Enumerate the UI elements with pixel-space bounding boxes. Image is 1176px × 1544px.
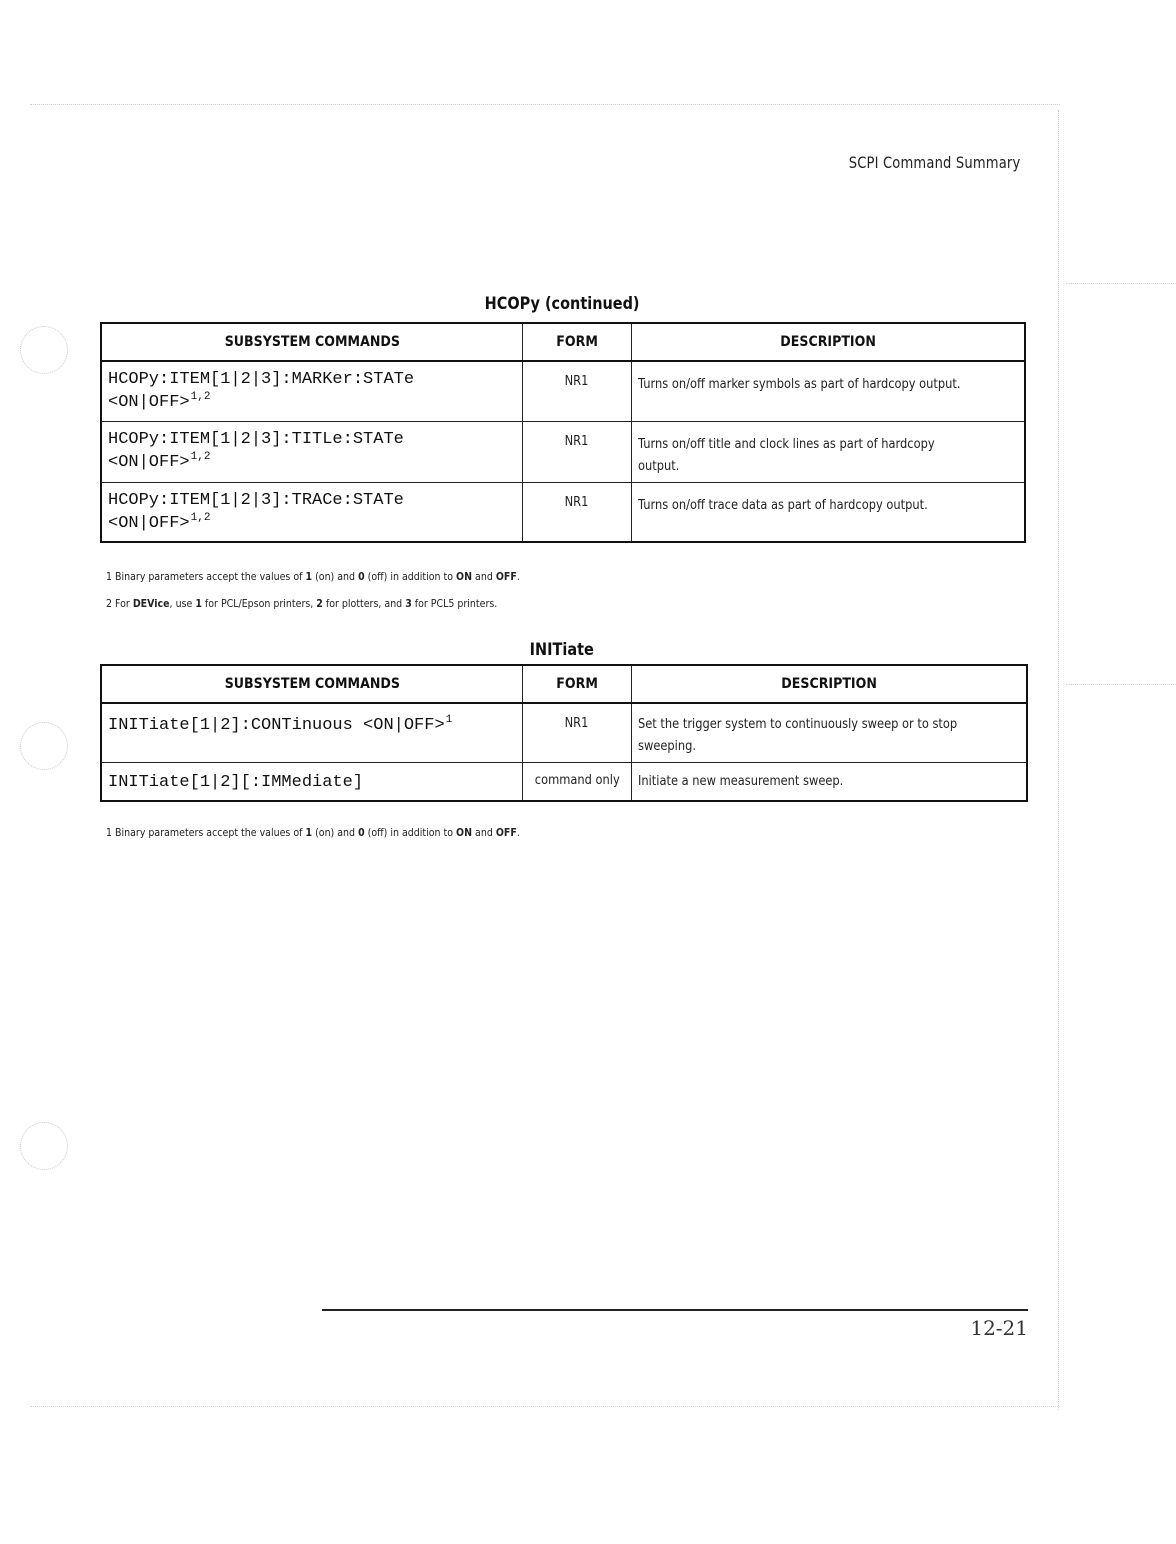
form-cell: NR1 — [523, 421, 632, 482]
command-params: <ON|OFF> — [108, 393, 190, 412]
footnote-ref: 1,2 — [190, 450, 211, 463]
command-params: <ON|OFF> — [108, 513, 190, 533]
form-cell: NR1 — [523, 482, 632, 542]
section-title-text: HCOPy (continued) — [484, 294, 640, 314]
footnote-hcopy-1: 1 Binary parameters accept the values of 1 (on) and 0 (off) in addition to ON and OFF. — [106, 570, 520, 583]
punch-hole-middle — [20, 722, 68, 770]
command-cell — [101, 421, 523, 482]
footnote-initiate-1: 1 Binary parameters accept the values of 1 (on) and 0 (off) in addition to ON and OFF. — [106, 826, 520, 839]
command-text: INITiate[1|2]:CONTinuous <ON|OFF> — [108, 716, 445, 735]
header-subsystem-commands: SUBSYSTEM COMMANDS — [101, 323, 523, 361]
running-head: SCPI Command Summary — [848, 153, 1020, 172]
command-cell — [101, 703, 523, 763]
initiate-command-table — [100, 664, 1028, 802]
command-line — [108, 512, 518, 535]
header-form: FORM — [523, 665, 632, 703]
header-description: DESCRIPTION — [632, 323, 1026, 361]
command-text: INITiate[1|2][:IMMediate] — [108, 773, 364, 792]
side-rule — [1066, 283, 1176, 284]
command-line: HCOPy:ITEM[1|2|3]:TITLe:STATe — [108, 429, 404, 449]
hcopy-command-table — [100, 322, 1026, 543]
command-cell — [101, 763, 523, 801]
page-number: 12-21 — [970, 1316, 1028, 1340]
form-cell: command only — [523, 763, 632, 801]
form-cell: NR1 — [523, 703, 632, 763]
footnote-ref: 1,2 — [190, 511, 211, 524]
side-rule — [1066, 684, 1176, 685]
command-line — [108, 391, 518, 414]
header-description: DESCRIPTION — [632, 665, 1028, 703]
description-cell: Turns on/off trace data as part of hardcopy output. — [632, 482, 1026, 542]
table-row — [101, 703, 1027, 763]
header-form: FORM — [523, 323, 632, 361]
description-cell: Turns on/off marker symbols as part of hardcopy output. — [632, 361, 1026, 421]
command-cell — [101, 361, 523, 421]
command-cell — [101, 482, 523, 542]
description-cell: Turns on/off title and clock lines as part of hardcopy output. — [632, 421, 1026, 482]
command-line — [108, 451, 518, 474]
footnote-hcopy-2: 2 For DEVice, use 1 for PCL/Epson printers, 2 for plotters, and 3 for PCL5 printers. — [106, 597, 498, 610]
footnote-ref: 1 — [445, 714, 453, 726]
table-row — [101, 421, 1025, 482]
table-header-row — [101, 665, 1027, 703]
description-cell: Initiate a new measurement sweep. — [632, 763, 1028, 801]
section-title-text: INITiate — [529, 640, 595, 660]
footnote-ref: 1,2 — [190, 391, 211, 403]
section-title-initiate — [100, 640, 1024, 660]
description-cell: Set the trigger system to continuously sweep or to stop sweeping. — [632, 703, 1028, 763]
table-row — [101, 361, 1025, 421]
section-title-hcopy — [100, 294, 1024, 314]
table-row — [101, 482, 1025, 542]
command-params: <ON|OFF> — [108, 452, 190, 472]
table-row — [101, 763, 1027, 801]
command-line: HCOPy:ITEM[1|2|3]:TRACe:STATe — [108, 490, 404, 510]
header-subsystem-commands: SUBSYSTEM COMMANDS — [101, 665, 523, 703]
footer-rule — [322, 1309, 1028, 1311]
punch-hole-top — [20, 326, 68, 374]
form-cell: NR1 — [523, 361, 632, 421]
page-edge-bottom — [30, 1406, 1060, 1407]
page-edge-top — [30, 104, 1060, 105]
page-edge-right — [1058, 110, 1059, 1410]
table-header-row — [101, 323, 1025, 361]
punch-hole-bottom — [20, 1122, 68, 1170]
command-line: HCOPy:ITEM[1|2|3]:MARKer:STATe — [108, 370, 415, 389]
